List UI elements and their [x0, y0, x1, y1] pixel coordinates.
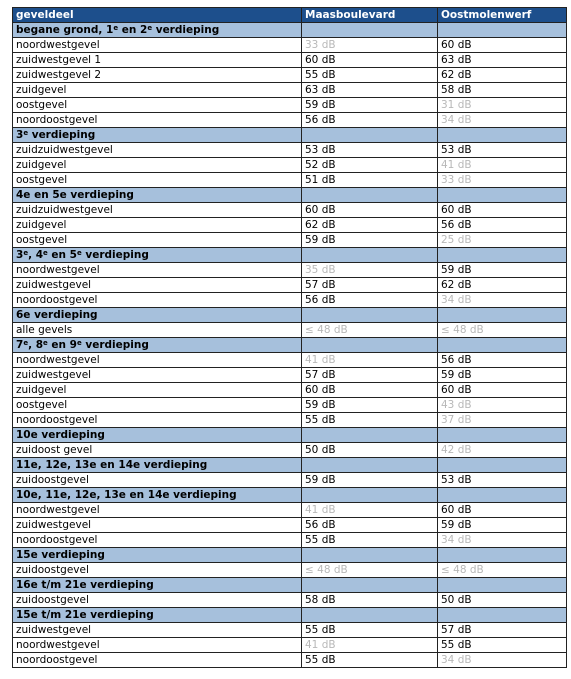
oostmolenwerf-value: 34 dB [438, 533, 567, 548]
section-empty-cell [302, 458, 438, 473]
section-empty-cell [302, 308, 438, 323]
maasboulevard-value: ≤ 48 dB [302, 563, 438, 578]
maasboulevard-value: 56 dB [302, 113, 438, 128]
table-row [13, 53, 567, 68]
table-row [13, 473, 567, 488]
facade-label: noordwestgevel [13, 353, 302, 368]
table-row [13, 443, 567, 458]
section-header-row [13, 338, 567, 353]
section-empty-cell [438, 23, 567, 38]
section-label: 6e verdieping [13, 308, 302, 323]
maasboulevard-value: 56 dB [302, 293, 438, 308]
maasboulevard-value: 51 dB [302, 173, 438, 188]
oostmolenwerf-value: 56 dB [438, 353, 567, 368]
section-header-row [13, 488, 567, 503]
section-label: 15e verdieping [13, 548, 302, 563]
section-empty-cell [302, 428, 438, 443]
section-label: 11e, 12e, 13e en 14e verdieping [13, 458, 302, 473]
table-row [13, 623, 567, 638]
section-empty-cell [438, 458, 567, 473]
maasboulevard-value: 55 dB [302, 413, 438, 428]
maasboulevard-value: 60 dB [302, 203, 438, 218]
maasboulevard-value: 57 dB [302, 368, 438, 383]
header-geveldeel: geveldeel [13, 8, 302, 23]
oostmolenwerf-value: 33 dB [438, 173, 567, 188]
section-label: 16e t/m 21e verdieping [13, 578, 302, 593]
maasboulevard-value: 59 dB [302, 233, 438, 248]
table-row [13, 323, 567, 338]
section-empty-cell [302, 338, 438, 353]
oostmolenwerf-value: 41 dB [438, 158, 567, 173]
facade-label: noordwestgevel [13, 638, 302, 653]
section-empty-cell [302, 578, 438, 593]
oostmolenwerf-value: 50 dB [438, 593, 567, 608]
oostmolenwerf-value: 56 dB [438, 218, 567, 233]
section-label: 10e, 11e, 12e, 13e en 14e verdieping [13, 488, 302, 503]
maasboulevard-value: 55 dB [302, 653, 438, 668]
table-row [13, 98, 567, 113]
facade-label: noordwestgevel [13, 263, 302, 278]
section-empty-cell [302, 488, 438, 503]
section-empty-cell [302, 128, 438, 143]
header-maasboulevard: Maasboulevard [302, 8, 438, 23]
oostmolenwerf-value: 42 dB [438, 443, 567, 458]
maasboulevard-value: 60 dB [302, 383, 438, 398]
facade-label: zuidgevel [13, 383, 302, 398]
facade-label: zuidwestgevel [13, 623, 302, 638]
section-header-row [13, 308, 567, 323]
facade-label: zuidoost gevel [13, 443, 302, 458]
maasboulevard-value: 58 dB [302, 593, 438, 608]
facade-label: oostgevel [13, 98, 302, 113]
maasboulevard-value: 59 dB [302, 98, 438, 113]
table-row [13, 533, 567, 548]
section-empty-cell [438, 578, 567, 593]
table-row [13, 353, 567, 368]
oostmolenwerf-value: 57 dB [438, 623, 567, 638]
oostmolenwerf-value: 59 dB [438, 368, 567, 383]
section-empty-cell [302, 608, 438, 623]
table-row [13, 68, 567, 83]
facade-label: zuidwestgevel [13, 368, 302, 383]
maasboulevard-value: 59 dB [302, 398, 438, 413]
section-empty-cell [302, 23, 438, 38]
maasboulevard-value: 35 dB [302, 263, 438, 278]
oostmolenwerf-value: 34 dB [438, 113, 567, 128]
section-header-row [13, 608, 567, 623]
section-header-row [13, 188, 567, 203]
oostmolenwerf-value: 31 dB [438, 98, 567, 113]
maasboulevard-value: 41 dB [302, 638, 438, 653]
section-empty-cell [438, 428, 567, 443]
section-header-row [13, 128, 567, 143]
oostmolenwerf-value: 60 dB [438, 383, 567, 398]
section-empty-cell [438, 608, 567, 623]
section-empty-cell [438, 548, 567, 563]
section-empty-cell [438, 338, 567, 353]
maasboulevard-value: 41 dB [302, 503, 438, 518]
table-row [13, 503, 567, 518]
table-row [13, 518, 567, 533]
table-row [13, 158, 567, 173]
facade-noise-table [12, 7, 567, 668]
oostmolenwerf-value: 37 dB [438, 413, 567, 428]
table-row [13, 653, 567, 668]
facade-label: zuidzuidwestgevel [13, 143, 302, 158]
oostmolenwerf-value: 43 dB [438, 398, 567, 413]
facade-label: zuidgevel [13, 158, 302, 173]
oostmolenwerf-value: 62 dB [438, 68, 567, 83]
facade-label: zuidoostgevel [13, 473, 302, 488]
header-oostmolenwerf: Oostmolenwerf [438, 8, 567, 23]
oostmolenwerf-value: 25 dB [438, 233, 567, 248]
oostmolenwerf-value: 53 dB [438, 143, 567, 158]
section-label: 10e verdieping [13, 428, 302, 443]
table-row [13, 233, 567, 248]
facade-label: oostgevel [13, 233, 302, 248]
table-row [13, 263, 567, 278]
maasboulevard-value: 63 dB [302, 83, 438, 98]
section-header-row [13, 578, 567, 593]
oostmolenwerf-value: 60 dB [438, 203, 567, 218]
maasboulevard-value: 59 dB [302, 473, 438, 488]
section-header-row [13, 248, 567, 263]
section-label: 3e, 4e en 5e verdieping [13, 248, 302, 263]
facade-label: zuidoostgevel [13, 563, 302, 578]
table-row [13, 143, 567, 158]
section-label: 3e verdieping [13, 128, 302, 143]
facade-label: noordwestgevel [13, 38, 302, 53]
table-row [13, 638, 567, 653]
section-empty-cell [438, 488, 567, 503]
oostmolenwerf-value: 62 dB [438, 278, 567, 293]
facade-label: zuidzuidwestgevel [13, 203, 302, 218]
facade-label: zuidgevel [13, 218, 302, 233]
section-empty-cell [438, 308, 567, 323]
facade-label: noordwestgevel [13, 503, 302, 518]
section-label: 7e, 8e en 9e verdieping [13, 338, 302, 353]
table-row [13, 368, 567, 383]
oostmolenwerf-value: 59 dB [438, 518, 567, 533]
maasboulevard-value: 41 dB [302, 353, 438, 368]
table-row [13, 173, 567, 188]
facade-label: zuidoostgevel [13, 593, 302, 608]
oostmolenwerf-value: 34 dB [438, 653, 567, 668]
oostmolenwerf-value: 53 dB [438, 473, 567, 488]
maasboulevard-value: 50 dB [302, 443, 438, 458]
oostmolenwerf-value: 58 dB [438, 83, 567, 98]
maasboulevard-value: 33 dB [302, 38, 438, 53]
table-row [13, 398, 567, 413]
oostmolenwerf-value: 34 dB [438, 293, 567, 308]
section-empty-cell [438, 128, 567, 143]
table-row [13, 413, 567, 428]
facade-label: zuidwestgevel [13, 278, 302, 293]
facade-label: zuidwestgevel 2 [13, 68, 302, 83]
section-header-row [13, 548, 567, 563]
oostmolenwerf-value: 60 dB [438, 503, 567, 518]
facade-label: alle gevels [13, 323, 302, 338]
section-empty-cell [438, 188, 567, 203]
facade-label: zuidgevel [13, 83, 302, 98]
oostmolenwerf-value: ≤ 48 dB [438, 323, 567, 338]
oostmolenwerf-value: 59 dB [438, 263, 567, 278]
oostmolenwerf-value: 60 dB [438, 38, 567, 53]
table-row [13, 593, 567, 608]
maasboulevard-value: 55 dB [302, 623, 438, 638]
facade-label: oostgevel [13, 398, 302, 413]
facade-label: oostgevel [13, 173, 302, 188]
maasboulevard-value: 55 dB [302, 533, 438, 548]
section-empty-cell [438, 248, 567, 263]
facade-label: zuidwestgevel 1 [13, 53, 302, 68]
maasboulevard-value: 53 dB [302, 143, 438, 158]
table-row [13, 38, 567, 53]
section-header-row [13, 428, 567, 443]
maasboulevard-value: 57 dB [302, 278, 438, 293]
section-label: 15e t/m 21e verdieping [13, 608, 302, 623]
oostmolenwerf-value: ≤ 48 dB [438, 563, 567, 578]
table-header-row [13, 8, 567, 23]
oostmolenwerf-value: 63 dB [438, 53, 567, 68]
section-label: 4e en 5e verdieping [13, 188, 302, 203]
maasboulevard-value: ≤ 48 dB [302, 323, 438, 338]
maasboulevard-value: 60 dB [302, 53, 438, 68]
facade-label: noordoostgevel [13, 113, 302, 128]
table-row [13, 218, 567, 233]
facade-label: noordoostgevel [13, 533, 302, 548]
facade-label: noordoostgevel [13, 413, 302, 428]
table-row [13, 83, 567, 98]
maasboulevard-value: 56 dB [302, 518, 438, 533]
table-row [13, 203, 567, 218]
section-empty-cell [302, 548, 438, 563]
table-body [13, 8, 567, 668]
facade-label: zuidwestgevel [13, 518, 302, 533]
table-row [13, 113, 567, 128]
section-empty-cell [302, 248, 438, 263]
facade-label: noordoostgevel [13, 293, 302, 308]
section-label: begane grond, 1e en 2e verdieping [13, 23, 302, 38]
table-row [13, 293, 567, 308]
table-row [13, 278, 567, 293]
maasboulevard-value: 62 dB [302, 218, 438, 233]
maasboulevard-value: 55 dB [302, 68, 438, 83]
table-row [13, 383, 567, 398]
section-empty-cell [302, 188, 438, 203]
table-row [13, 563, 567, 578]
oostmolenwerf-value: 55 dB [438, 638, 567, 653]
maasboulevard-value: 52 dB [302, 158, 438, 173]
facade-label: noordoostgevel [13, 653, 302, 668]
section-header-row [13, 23, 567, 38]
section-header-row [13, 458, 567, 473]
